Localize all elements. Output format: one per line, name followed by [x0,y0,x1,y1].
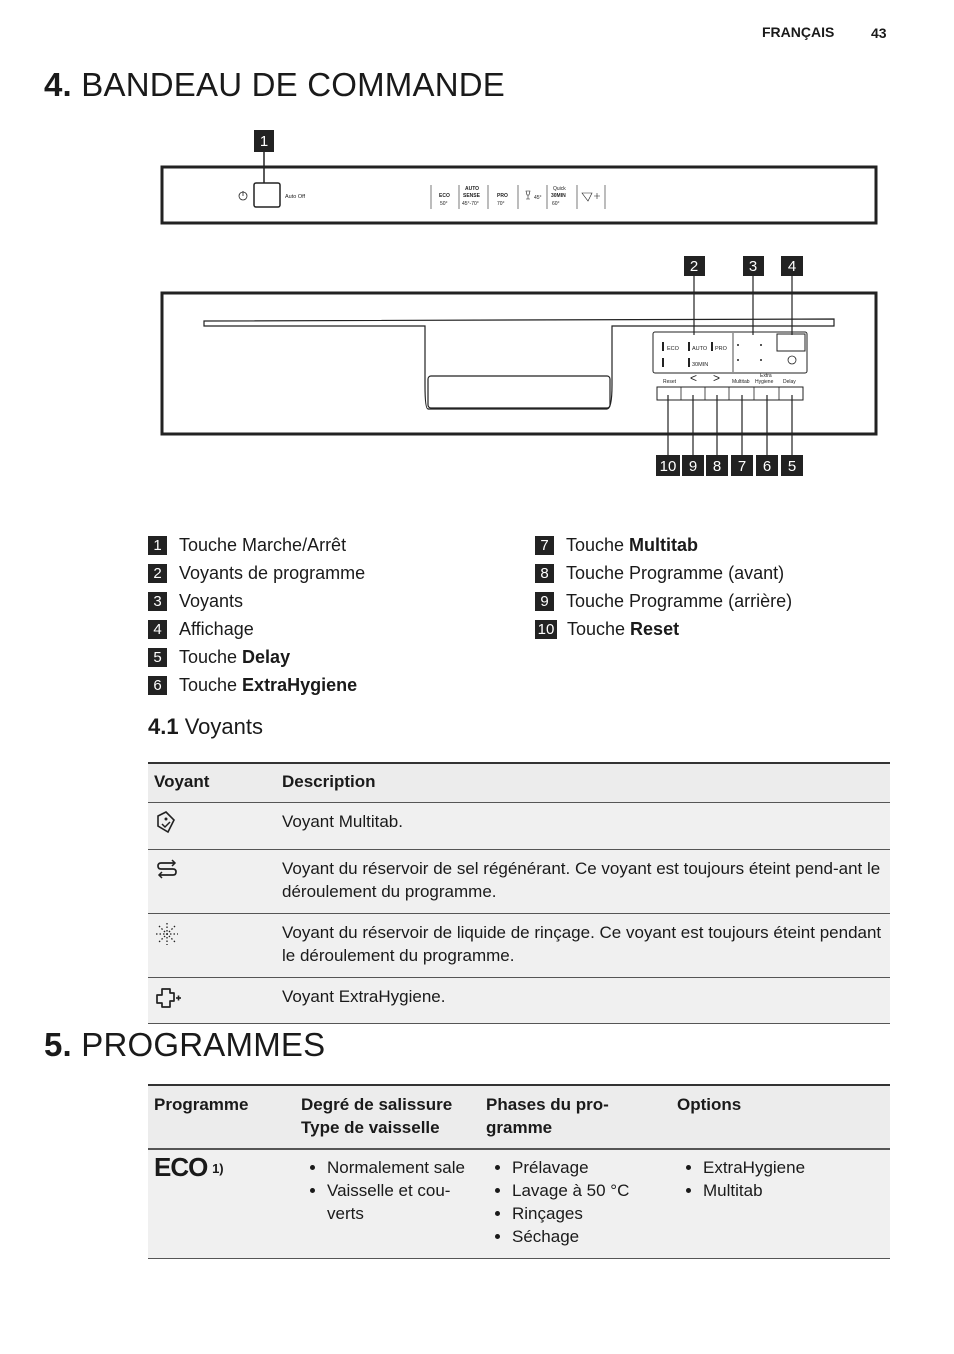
legend-item: 2 Voyants de programme [148,562,365,584]
svg-text:AUTO: AUTO [465,186,480,192]
svg-text:>: > [713,371,721,385]
callout-5: 5 [787,458,797,475]
list-item: • ExtraHygiene [703,1156,884,1179]
column-header: Degré de salissure Type de vaisselle [295,1085,480,1149]
callout-2: 2 [689,258,699,275]
svg-text:AUTO: AUTO [692,346,708,352]
legend-item: 5 Touche Delay [148,646,290,668]
phases-list [486,1156,665,1248]
section-5-heading: 5. PROGRAMMES [44,1026,326,1063]
table-row [148,1149,890,1259]
table-header-row [148,1085,890,1149]
svg-text:Extra: Extra [760,373,772,379]
svg-text:45°-70°: 45°-70° [462,201,479,207]
svg-text:70°: 70° [497,201,505,207]
eco-programme-label: ECO [154,1152,208,1182]
section-4-heading [44,66,505,104]
table-row [148,978,890,1024]
svg-text:30MIN: 30MIN [692,362,709,368]
svg-text:Delay: Delay [783,379,796,385]
control-panel-diagram [150,125,890,485]
svg-text:30MIN: 30MIN [551,193,566,199]
callout-1: 1 [259,133,269,150]
column-header: Phases du pro-gramme [480,1085,671,1149]
door-panel-outline [162,293,876,434]
voyant-description: Voyant du réservoir de sel régénérant. Ce voyant est toujours éteint pend-ant le déroulement du programme. [276,850,890,914]
legend-item: 7 Touche Multitab [535,534,698,556]
svg-text:Multitab: Multitab [732,379,750,385]
svg-text:Quick: Quick [553,186,566,192]
legend-item: 8 Touche Programme (avant) [535,562,784,584]
callout-7: 7 [737,458,747,475]
svg-text:PRO: PRO [497,193,508,199]
callout-8: 8 [712,458,722,475]
legend-item: 4 Affichage [148,618,254,640]
voyant-description: Voyant Multitab. [276,803,890,850]
svg-text:PRO: PRO [715,346,727,352]
list-item: • Normalement sale [327,1156,474,1179]
callout-10: 10 [659,458,677,475]
footnote-marker: 1) [212,1161,224,1176]
list-item: • Lavage à 50 °C [512,1179,665,1202]
list-item: • Vaisselle et cou-verts [327,1179,474,1225]
svg-text:45°: 45° [534,195,542,201]
callout-9: 9 [688,458,698,475]
legend-item: 10 Touche Reset [535,618,679,640]
callout-3: 3 [748,258,758,275]
panel-eco: ECO [439,193,450,199]
column-header: Options [671,1085,890,1149]
svg-text:Hygiene: Hygiene [755,379,774,385]
rinse-aid-icon [154,921,180,947]
section-4-1-heading: 4.1 Voyants [148,714,263,739]
callout-6: 6 [762,458,772,475]
list-item: • Séchage [512,1225,665,1248]
list-item: • Multitab [703,1179,884,1202]
options-list [677,1156,884,1202]
list-item: • Rinçages [512,1202,665,1225]
salt-icon [154,857,180,883]
svg-text:<: < [690,371,698,385]
svg-text:ECO: ECO [667,346,679,352]
table-row [148,803,890,850]
list-item: • Prélavage [512,1156,665,1179]
column-header: Programme [148,1085,295,1149]
column-header: Voyant [148,763,276,803]
top-panel-outline [162,167,876,223]
callout-4: 4 [787,258,797,275]
svg-text:60°: 60° [552,201,560,207]
column-header: Description [276,763,890,803]
voyants-table [148,762,890,1024]
svg-text:50°: 50° [440,201,448,207]
language-label: FRANÇAIS [762,24,835,40]
page-number: 43 [871,25,887,41]
svg-text:SENSE: SENSE [463,193,480,199]
onoff-button-shape [254,183,280,207]
table-header-row [148,763,890,803]
svg-text:Reset: Reset [663,379,677,385]
programmes-table [148,1084,890,1259]
legend-item: 1 Touche Marche/Arrêt [148,534,346,556]
table-row [148,914,890,978]
legend-item: 9 Touche Programme (arrière) [535,590,792,612]
extrahygiene-icon [154,985,182,1011]
table-row [148,850,890,914]
salissure-list [301,1156,474,1225]
section-4-number: 4. [44,66,72,103]
voyant-description: Voyant du réservoir de liquide de rinçage. Ce voyant est toujours éteint pendant le déroulement du programme. [276,914,890,978]
auto-off-text: Auto Off [285,194,306,200]
section-4-title: BANDEAU DE COMMANDE [81,66,505,103]
legend-item: 6 Touche ExtraHygiene [148,674,357,696]
multitab-icon [154,810,178,836]
voyant-description: Voyant ExtraHygiene. [276,978,890,1024]
legend-item: 3 Voyants [148,590,243,612]
